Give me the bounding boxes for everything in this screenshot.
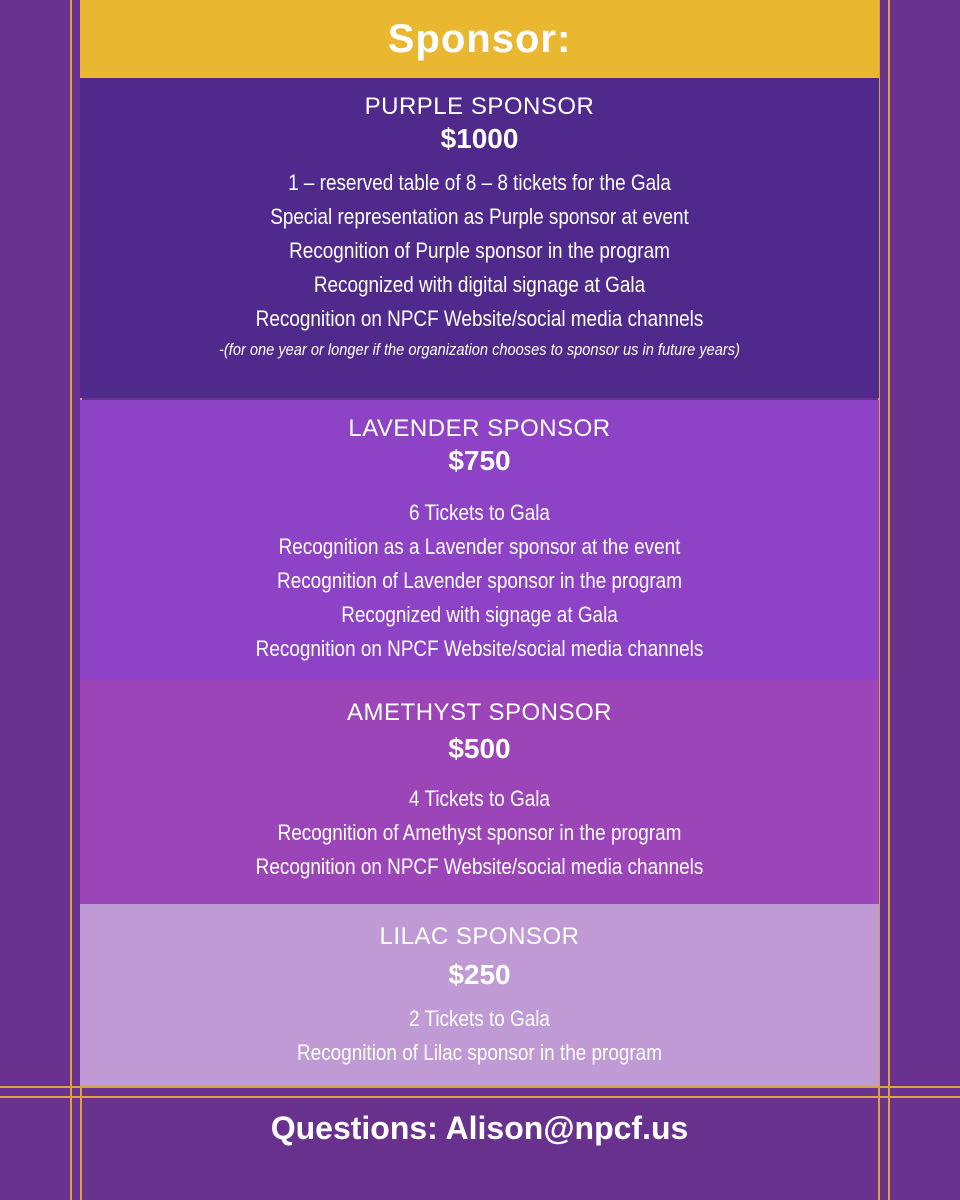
benefit-item: Recognized with digital signage at Gala	[313, 272, 646, 297]
benefit-list	[80, 166, 879, 336]
tier-lavender	[80, 400, 879, 680]
tier-note: -(for one year or longer if the organization chooses to sponsor us in future years)	[219, 340, 740, 359]
tier-price: $750	[448, 445, 511, 476]
benefit-list	[80, 782, 879, 884]
benefit-item: Recognized with signage at Gala	[341, 602, 618, 627]
benefit-list	[80, 496, 879, 666]
benefit-item: Recognition on NPCF Website/social media channels	[255, 854, 704, 879]
tier-price: $250	[448, 959, 511, 990]
tier-name: LILAC SPONSOR	[379, 923, 580, 950]
tier-purple	[80, 78, 879, 398]
benefit-item: Recognition of Lavender sponsor in the program	[277, 568, 682, 593]
benefit-item: 2 Tickets to Gala	[409, 1006, 550, 1031]
benefit-item: Recognition of Purple sponsor in the program	[289, 238, 670, 263]
tier-name: AMETHYST SPONSOR	[347, 699, 612, 726]
tier-price: $1000	[440, 123, 519, 154]
tier-name: LAVENDER SPONSOR	[348, 415, 611, 442]
benefit-item: Recognition on NPCF Website/social media channels	[255, 306, 704, 331]
benefit-item: Special representation as Purple sponsor at event	[270, 204, 689, 229]
benefit-item: 1 – reserved table of 8 – 8 tickets for the Gala	[288, 170, 671, 195]
benefit-item: Recognition of Amethyst sponsor in the program	[277, 820, 682, 845]
page-title: Sponsor:	[387, 16, 572, 61]
contact-email: Questions: Alison@npcf.us	[270, 1110, 689, 1146]
benefit-item: Recognition as a Lavender sponsor at the event	[278, 534, 681, 559]
tier-lilac	[80, 904, 879, 1086]
benefit-item: Recognition on NPCF Website/social media channels	[255, 636, 704, 661]
tier-name: PURPLE SPONSOR	[364, 93, 595, 120]
benefit-item: 4 Tickets to Gala	[409, 786, 550, 811]
frame-line-bottom-upper	[0, 1086, 960, 1088]
benefit-item: Recognition of Lilac sponsor in the program	[297, 1040, 662, 1065]
tier-amethyst	[80, 680, 879, 904]
tier-price: $500	[448, 733, 511, 764]
header-band	[80, 0, 879, 78]
benefit-item: 6 Tickets to Gala	[409, 500, 550, 525]
benefit-list	[80, 1002, 879, 1070]
frame-line-right-outer	[888, 0, 890, 1200]
frame-line-bottom-lower	[0, 1096, 960, 1098]
frame-line-left-outer	[70, 0, 72, 1200]
